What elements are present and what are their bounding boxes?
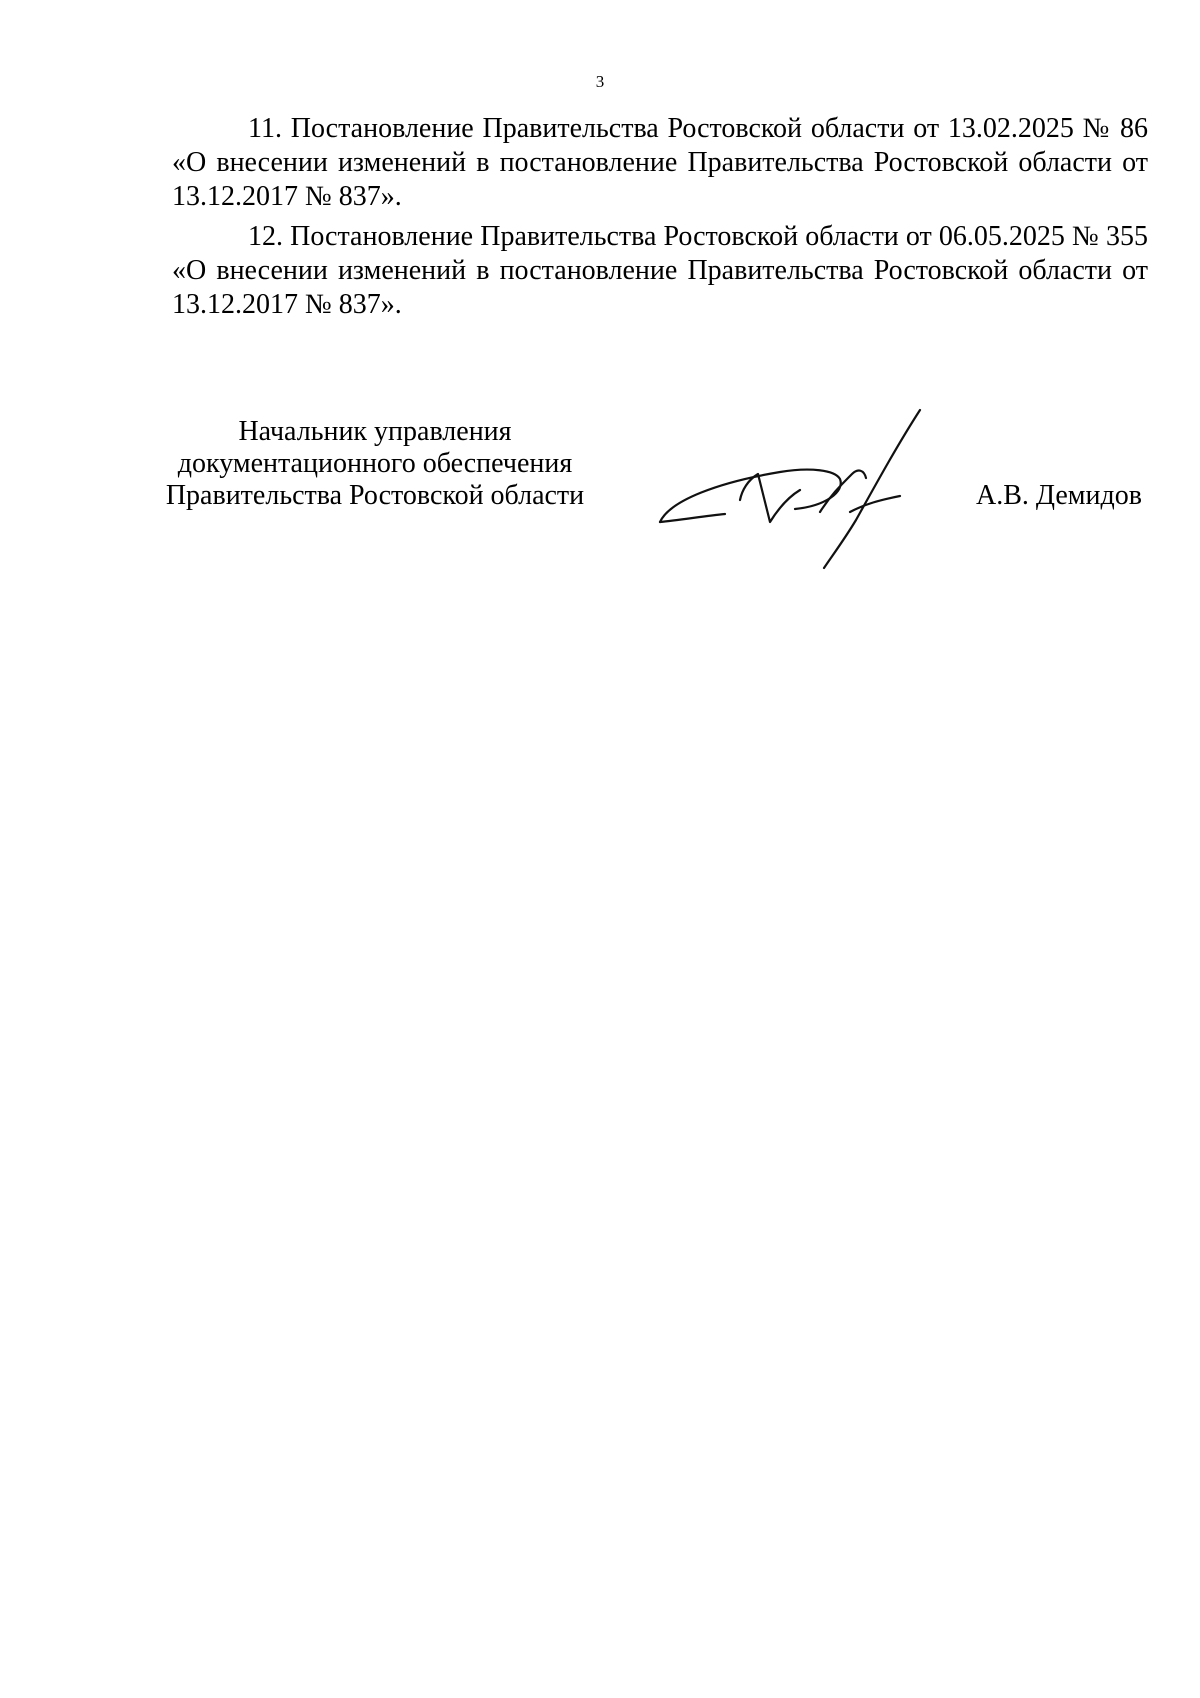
list-item: 11. Постановление Правительства Ростовской области от 13.02.2025 № 86 «О внесении изменений в постановление Правительства Ростовской области от 13.12.2017 № 837». bbox=[172, 113, 1148, 212]
handwritten-signature bbox=[650, 404, 960, 574]
list-item: 12. Постановление Правительства Ростовской области от 06.05.2025 № 355 «О внесении изменений в постановление Правительства Ростовской области от 13.12.2017 № 837». bbox=[172, 221, 1148, 320]
signer-title-line: документационного обеспечения bbox=[177, 448, 573, 479]
page-number: 3 bbox=[595, 72, 605, 91]
signer-title bbox=[160, 416, 590, 512]
document-list bbox=[172, 112, 1148, 328]
signer-title-line: Начальник управления bbox=[238, 416, 512, 447]
signer-name: А.В. Демидов bbox=[976, 480, 1142, 511]
signature-block bbox=[160, 416, 1160, 576]
signer-title-line: Правительства Ростовской области bbox=[165, 480, 585, 511]
